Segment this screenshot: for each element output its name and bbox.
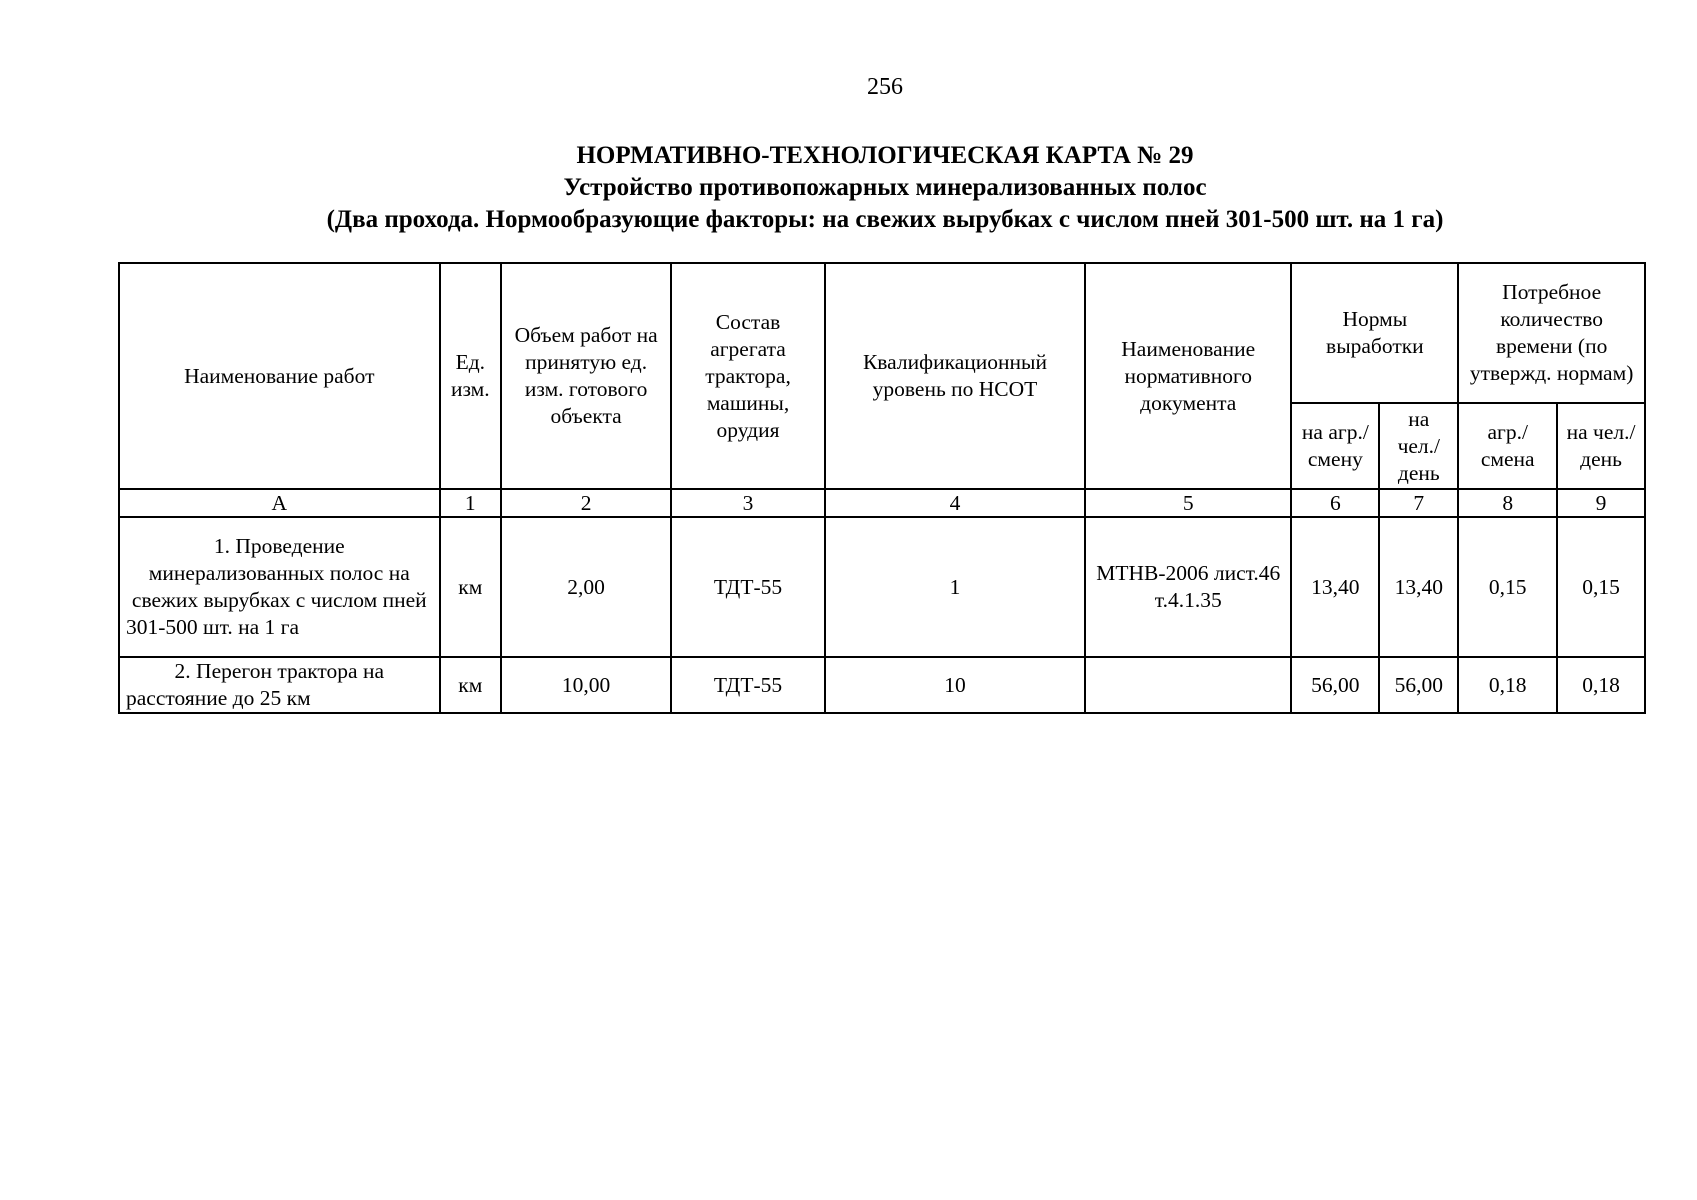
- column-number: 1: [440, 489, 501, 517]
- column-number: 7: [1379, 489, 1458, 517]
- cell-time-agr: 0,18: [1458, 657, 1557, 713]
- column-number: 6: [1291, 489, 1379, 517]
- cell-norm-person: 13,40: [1379, 517, 1458, 657]
- header-composition: Состав агрегата трактора, машины, орудия: [671, 263, 825, 489]
- title-block: [0, 140, 1697, 236]
- header-norms-agr: на агр./ смену: [1291, 403, 1379, 489]
- cell-unit: км: [440, 657, 501, 713]
- column-numbers-row: [119, 489, 1645, 517]
- document-subtitle: Устройство противопожарных минерализованных полос: [563, 174, 1207, 201]
- header-time-person: на чел./ день: [1557, 403, 1645, 489]
- cell-norm-agr: 13,40: [1291, 517, 1379, 657]
- cell-time-agr: 0,15: [1458, 517, 1557, 657]
- column-number: 2: [501, 489, 671, 517]
- cell-work-name: 1. Проведение минерализованных полос на свежих вырубках с числом пней 301-500 шт. на 1 га: [119, 517, 440, 657]
- cell-unit: км: [440, 517, 501, 657]
- cell-norm-person: 56,00: [1379, 657, 1458, 713]
- column-number: 9: [1557, 489, 1645, 517]
- cell-composition: ТДТ-55: [671, 657, 825, 713]
- header-time-agr: агр./ смена: [1458, 403, 1557, 489]
- header-document: Наименование нормативного документа: [1085, 263, 1291, 489]
- header-norms: Нормы выработки: [1291, 263, 1458, 403]
- cell-work-name: 2. Перегон трактора на расстояние до 25 км: [119, 657, 440, 713]
- header-qualification: Квалификационный уровень по НСОТ: [825, 263, 1085, 489]
- cell-document: [1085, 657, 1291, 713]
- document-title: НОРМАТИВНО-ТЕХНОЛОГИЧЕСКАЯ КАРТА № 29: [576, 142, 1194, 169]
- cell-norm-agr: 56,00: [1291, 657, 1379, 713]
- header-volume: Объем работ на принятую ед. изм. готового объекта: [501, 263, 671, 489]
- cell-document: МТНВ-2006 лист.46 т.4.1.35: [1085, 517, 1291, 657]
- table-row: [119, 657, 1645, 713]
- cell-time-person: 0,18: [1557, 657, 1645, 713]
- header-time-required: Потребное количество времени (по утвержд. нормам): [1458, 263, 1645, 403]
- cell-qualification: 1: [825, 517, 1085, 657]
- column-number: 4: [825, 489, 1085, 517]
- document-conditions: (Два прохода. Нормообразующие факторы: на свежих вырубках с числом пней 301-500 шт. на 1 га): [326, 206, 1444, 233]
- table-header-row: [119, 263, 1645, 403]
- header-unit: Ед. изм.: [440, 263, 501, 489]
- cell-volume: 10,00: [501, 657, 671, 713]
- column-number: 3: [671, 489, 825, 517]
- cell-qualification: 10: [825, 657, 1085, 713]
- page-number: 256: [867, 74, 903, 100]
- column-number: А: [119, 489, 440, 517]
- header-name: Наименование работ: [119, 263, 440, 489]
- norms-table: [118, 262, 1646, 714]
- table-row: [119, 517, 1645, 657]
- cell-time-person: 0,15: [1557, 517, 1645, 657]
- column-number: 5: [1085, 489, 1291, 517]
- cell-volume: 2,00: [501, 517, 671, 657]
- cell-composition: ТДТ-55: [671, 517, 825, 657]
- column-number: 8: [1458, 489, 1557, 517]
- header-norms-person: на чел./ день: [1379, 403, 1458, 489]
